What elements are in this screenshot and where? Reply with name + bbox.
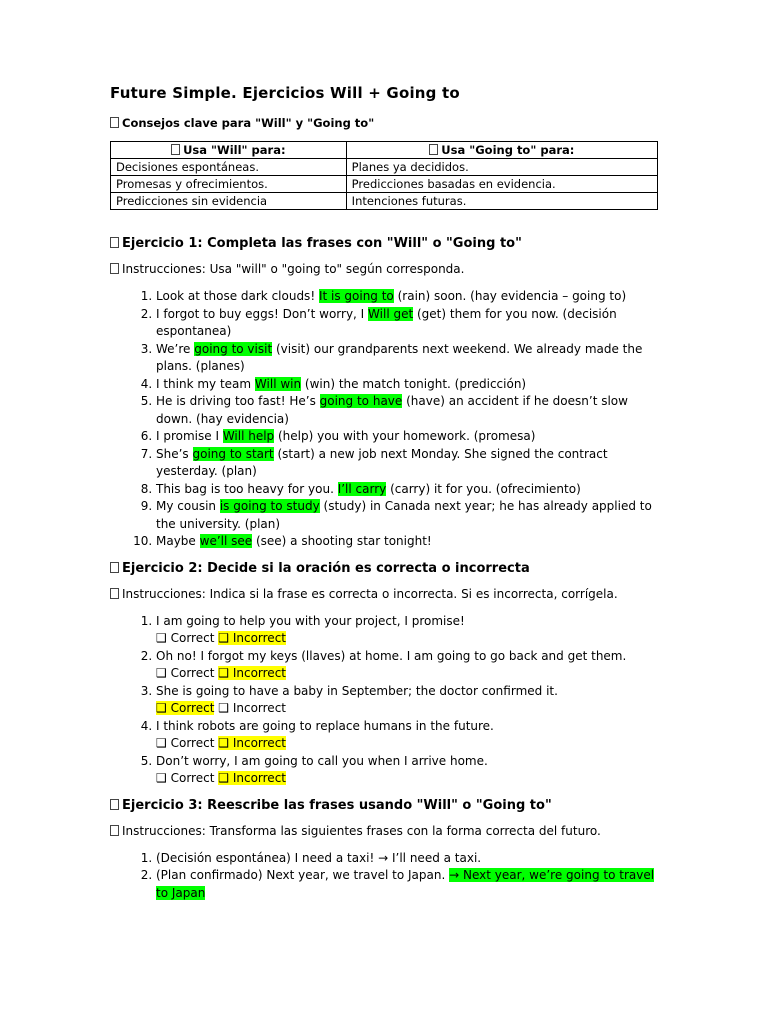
answer-highlight: → Next year, we’re going to travel to Japan	[156, 868, 655, 900]
answer-highlight: going to visit	[194, 341, 273, 356]
checkbox-icon: ❑	[156, 701, 167, 715]
item-text: I think robots are going to replace humans in the future.	[156, 718, 494, 733]
correct-option[interactable]	[156, 701, 214, 715]
missing-glyph-icon	[110, 237, 119, 248]
correct-option[interactable]	[156, 771, 214, 785]
answer-highlight: going to have	[319, 394, 403, 408]
list-item	[156, 288, 660, 306]
exercise-3-list	[110, 850, 660, 903]
missing-glyph-icon	[171, 144, 180, 155]
table-cell: Intenciones futuras.	[346, 193, 657, 210]
missing-glyph-icon	[110, 799, 119, 810]
exercise-1-list	[110, 288, 660, 551]
item-text: I am going to help you with your project, I promise!	[156, 613, 465, 628]
item-text: (study) in Canada next year; he has already applied to the university. (plan)	[156, 499, 652, 531]
option-label: Correct	[170, 701, 215, 715]
correct-option[interactable]	[156, 736, 214, 750]
answer-options	[156, 665, 660, 683]
tips-heading: Consejos clave para "Will" y "Going to"	[110, 116, 660, 130]
table-row	[111, 159, 658, 176]
incorrect-option[interactable]	[218, 736, 286, 750]
checkbox-icon: ❑	[156, 631, 167, 645]
checkbox-icon: ❑	[156, 666, 167, 680]
table-cell: Planes ya decididos.	[346, 159, 657, 176]
list-item	[156, 341, 660, 376]
checkbox-icon: ❑	[218, 631, 229, 645]
item-text: Look at those dark clouds!	[156, 289, 319, 303]
item-text: Maybe	[156, 534, 200, 548]
incorrect-option[interactable]	[218, 771, 286, 785]
exercise-1-heading: Ejercicio 1: Completa las frases con "Will" o "Going to"	[110, 236, 660, 251]
missing-glyph-icon	[110, 825, 119, 836]
option-label: Incorrect	[232, 736, 286, 750]
item-text: Oh no! I forgot my keys (llaves) at home. I am going to go back and get them.	[156, 648, 627, 663]
exercise-2-instructions: Instrucciones: Indica si la frase es correcta o incorrecta. Si es incorrecta, corrígela.	[110, 587, 660, 601]
option-label: Correct	[170, 631, 215, 645]
missing-glyph-icon	[110, 588, 119, 599]
document-page	[110, 84, 660, 912]
list-item	[156, 753, 660, 788]
item-text: My cousin	[156, 499, 220, 513]
item-text: (help) you with your homework. (promesa)	[274, 429, 536, 443]
item-text: (carry) it for you. (ofrecimiento)	[386, 481, 581, 496]
incorrect-option[interactable]	[218, 631, 286, 645]
incorrect-option[interactable]	[218, 701, 286, 715]
answer-options	[156, 735, 660, 753]
table-header-going-to: Usa "Going to" para:	[346, 142, 657, 159]
checkbox-icon: ❑	[156, 771, 167, 785]
option-label: Correct	[170, 736, 215, 750]
checkbox-icon: ❑	[218, 701, 229, 715]
item-text: (get) them for you now. (decisión espontanea)	[156, 306, 617, 338]
item-text: (have) an accident if he doesn’t slow down. (hay evidencia)	[156, 394, 628, 426]
exercise-3-heading: Ejercicio 3: Reescribe las frases usando "Will" o "Going to"	[110, 798, 660, 813]
item-text: (see) a shooting star tonight!	[252, 534, 432, 548]
item-text: I promise I	[156, 429, 223, 443]
answer-highlight: is going to study	[219, 499, 320, 513]
item-text: (win) the match tonight. (predicción)	[301, 376, 527, 391]
exercise-2-list	[110, 613, 660, 788]
item-text: She is going to have a baby in September; the doctor confirmed it.	[156, 683, 558, 698]
correct-option[interactable]	[156, 666, 214, 680]
list-item	[156, 683, 660, 718]
checkbox-icon: ❑	[156, 736, 167, 750]
answer-highlight: we’ll see	[199, 534, 253, 548]
list-item	[156, 481, 660, 499]
list-item	[156, 867, 660, 902]
list-item	[156, 446, 660, 481]
answer-highlight: I’ll carry	[337, 481, 387, 496]
item-text: Don’t worry, I am going to call you when I arrive home.	[156, 753, 488, 768]
answer-options	[156, 700, 660, 718]
item-text: This bag is too heavy for you.	[156, 481, 338, 496]
list-item	[156, 428, 660, 446]
answer-options	[156, 770, 660, 788]
list-item	[156, 613, 660, 648]
list-item	[156, 648, 660, 683]
list-item	[156, 718, 660, 753]
incorrect-option[interactable]	[218, 666, 286, 680]
answer-highlight: Will win	[254, 376, 302, 391]
answer-highlight: going to start	[192, 446, 274, 461]
exercise-2-heading: Ejercicio 2: Decide si la oración es correcta o incorrecta	[110, 561, 660, 576]
list-item	[156, 376, 660, 394]
table-cell: Predicciones basadas en evidencia.	[346, 176, 657, 193]
answer-highlight: Will get	[368, 306, 414, 321]
checkbox-icon: ❑	[218, 666, 229, 680]
option-label: Correct	[170, 666, 215, 680]
checkbox-icon: ❑	[218, 736, 229, 750]
list-item	[156, 533, 660, 551]
usage-table	[110, 141, 658, 210]
item-text: (start) a new job next Monday. She signed the contract yesterday. (plan)	[156, 446, 608, 478]
missing-glyph-icon	[429, 144, 438, 155]
option-label: Incorrect	[232, 701, 286, 715]
answer-highlight: It is going to	[318, 289, 394, 303]
item-text: (visit) our grandparents next weekend. We already made the plans. (planes)	[156, 341, 643, 373]
list-item	[156, 393, 660, 428]
table-cell: Promesas y ofrecimientos.	[111, 176, 347, 193]
correct-option[interactable]	[156, 631, 214, 645]
list-item	[156, 306, 660, 341]
table-cell: Decisiones espontáneas.	[111, 159, 347, 176]
item-text: (Plan confirmado) Next year, we travel to Japan.	[156, 868, 450, 882]
missing-glyph-icon	[110, 263, 119, 274]
document-title: Future Simple. Ejercicios Will + Going to	[110, 84, 460, 102]
item-text: (rain) soon. (hay evidencia – going to)	[393, 289, 627, 303]
option-label: Incorrect	[232, 666, 286, 680]
exercise-1-instructions: Instrucciones: Usa "will" o "going to" según corresponda.	[110, 262, 660, 276]
table-row	[111, 176, 658, 193]
option-label: Incorrect	[232, 771, 286, 785]
list-item	[156, 850, 660, 868]
option-label: Incorrect	[232, 631, 286, 645]
list-item	[156, 498, 660, 533]
item-text: He is driving too fast! He’s	[156, 394, 320, 408]
answer-options	[156, 630, 660, 648]
answer-highlight: Will help	[222, 429, 275, 443]
checkbox-icon: ❑	[218, 771, 229, 785]
table-cell: Predicciones sin evidencia	[111, 193, 347, 210]
table-row	[111, 193, 658, 210]
missing-glyph-icon	[110, 117, 119, 128]
item-text: She’s	[156, 446, 193, 461]
exercise-3-instructions: Instrucciones: Transforma las siguientes frases con la forma correcta del futuro.	[110, 824, 660, 838]
item-text: We’re	[156, 341, 195, 356]
missing-glyph-icon	[110, 562, 119, 573]
table-header-will: Usa "Will" para:	[111, 142, 347, 159]
item-text: (Decisión espontánea) I need a taxi! → I’ll need a taxi.	[156, 850, 482, 865]
item-text: I think my team	[156, 376, 255, 391]
item-text: I forgot to buy eggs! Don’t worry, I	[156, 306, 369, 321]
option-label: Correct	[170, 771, 215, 785]
